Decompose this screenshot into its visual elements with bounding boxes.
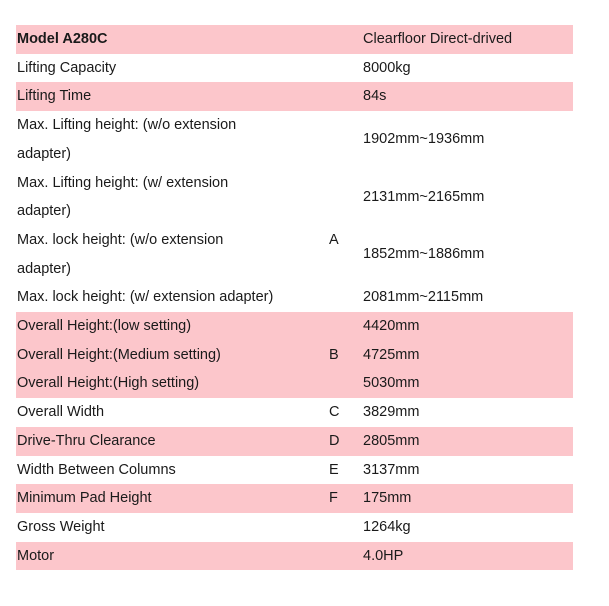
lifting-time-label: Lifting Time	[16, 82, 327, 111]
max-lock-wo-label	[16, 226, 327, 283]
mark-d: D	[327, 427, 362, 456]
table-row-lifting-time	[16, 82, 573, 111]
lifting-capacity-label: Lifting Capacity	[17, 59, 117, 76]
max-lifting-w-line1: Max. Lifting height: (w/ extension	[17, 174, 229, 191]
motor-label: Motor	[16, 542, 327, 571]
mark-a: A	[329, 231, 339, 248]
drive-thru-value: 2805mm	[362, 427, 573, 456]
table-row-max-lifting-w	[16, 169, 573, 226]
overall-width-label: Overall Width	[17, 404, 105, 421]
max-lock-wo-value: 1852mm~1886mm	[363, 246, 485, 263]
mark-b: B	[327, 312, 362, 398]
gross-weight-label: Gross Weight	[17, 518, 105, 535]
width-between-columns-value: 3137mm	[363, 461, 420, 478]
max-lock-wo-line2: adapter)	[17, 260, 72, 277]
max-lifting-wo-line2: adapter)	[17, 145, 72, 162]
max-lifting-wo-label	[16, 111, 327, 168]
table-row-max-lifting-wo	[16, 111, 573, 168]
table-row-minimum-pad-height	[16, 484, 573, 513]
overall-width-value: 3829mm	[363, 404, 420, 421]
minimum-pad-height-value: 175mm	[362, 484, 573, 513]
max-lifting-w-label	[16, 169, 327, 226]
table-row-lifting-capacity	[16, 54, 573, 83]
max-lock-w-value: 2081mm~2115mm	[363, 289, 484, 306]
gross-weight-value: 1264kg	[363, 518, 411, 535]
table-row-width-between-columns	[16, 456, 573, 485]
table-row-gross-weight	[16, 513, 573, 542]
lifting-capacity-value: 8000kg	[363, 59, 411, 76]
table-row-overall-height-low	[16, 312, 573, 341]
drive-thru-label: Drive-Thru Clearance	[16, 427, 327, 456]
table-row-overall-height-high	[16, 369, 573, 398]
model-value: Clearfloor Direct-drived	[362, 25, 573, 54]
table-row-motor	[16, 542, 573, 571]
max-lifting-w-value: 2131mm~2165mm	[363, 188, 485, 205]
max-lock-wo-line1: Max. lock height: (w/o extension	[17, 231, 224, 248]
motor-value: 4.0HP	[362, 542, 573, 571]
max-lifting-wo-line1: Max. Lifting height: (w/o extension	[17, 117, 237, 134]
overall-height-high-value: 5030mm	[362, 369, 573, 398]
max-lifting-wo-value: 1902mm~1936mm	[363, 131, 485, 148]
table-row-max-lock-w	[16, 283, 573, 312]
overall-height-medium-label: Overall Height:(Medium setting)	[16, 341, 327, 370]
mark-e: E	[329, 461, 339, 478]
minimum-pad-height-label: Minimum Pad Height	[16, 484, 327, 513]
table-row-model	[16, 25, 573, 54]
table-row-overall-height-medium	[16, 341, 573, 370]
max-lifting-w-line2: adapter)	[17, 203, 72, 220]
mark-c: C	[329, 404, 340, 421]
max-lock-w-label: Max. lock height: (w/ extension adapter)	[17, 289, 274, 306]
overall-height-low-label: Overall Height:(low setting)	[16, 312, 327, 341]
overall-height-high-label: Overall Height:(High setting)	[16, 369, 327, 398]
mark-f: F	[327, 484, 362, 513]
width-between-columns-label: Width Between Columns	[17, 461, 176, 478]
table-row-max-lock-wo	[16, 226, 573, 283]
spec-table	[16, 25, 573, 570]
table-row-drive-thru	[16, 427, 573, 456]
table-row-overall-width	[16, 398, 573, 427]
lifting-time-value: 84s	[362, 82, 573, 111]
overall-height-low-value: 4420mm	[362, 312, 573, 341]
overall-height-medium-value: 4725mm	[362, 341, 573, 370]
model-label: Model A280C	[16, 25, 327, 54]
